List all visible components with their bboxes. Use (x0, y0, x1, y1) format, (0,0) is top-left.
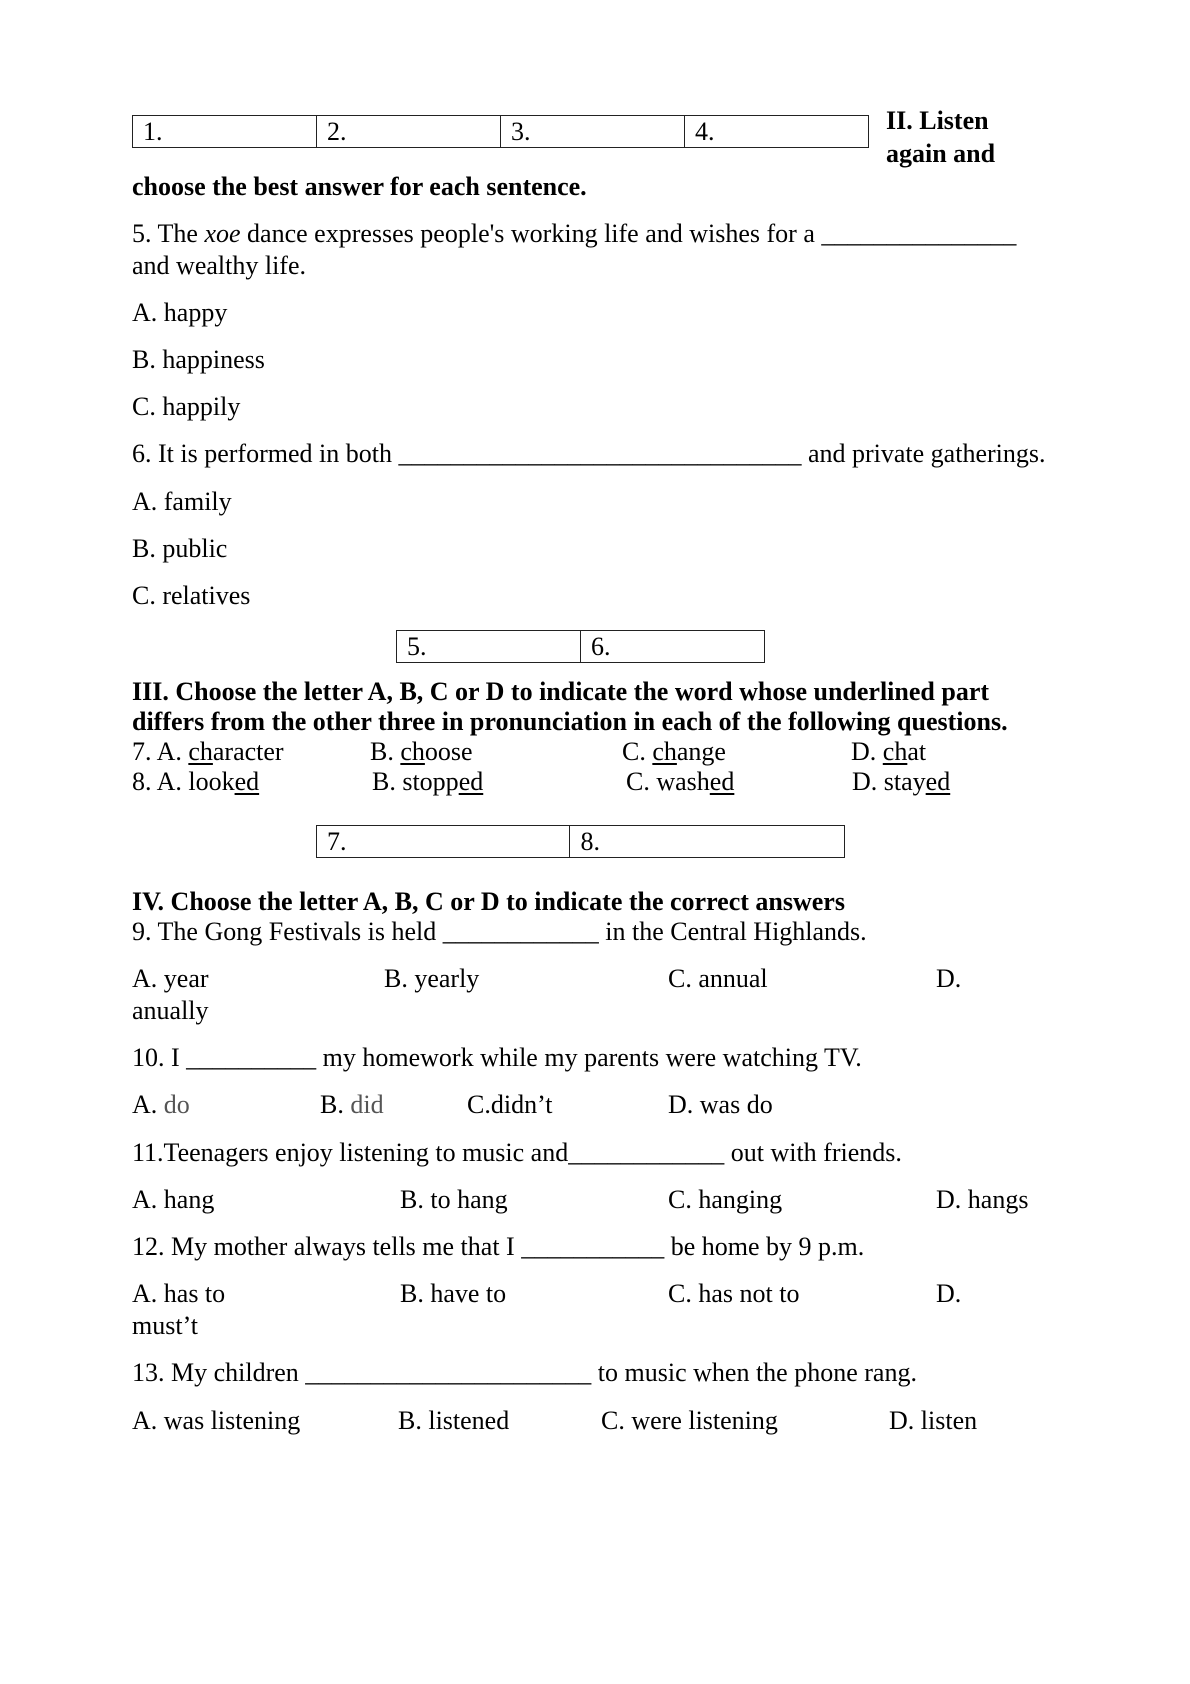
question-5-option-b[interactable]: B. happiness (132, 345, 265, 374)
question-10-a-word: do (163, 1090, 190, 1119)
question-6-option-a[interactable]: A. family (132, 487, 232, 516)
question-7-d-letter: D. (851, 737, 883, 766)
section-2-heading-line1: II. Listen (886, 106, 989, 135)
question-6-option-c[interactable]: C. relatives (132, 581, 251, 610)
question-10-b-letter: B. (320, 1090, 351, 1119)
question-8-option-d[interactable] (852, 765, 950, 799)
question-12-option-c[interactable]: C. has not to (668, 1279, 800, 1308)
question-5-line2: and wealthy life. (132, 251, 306, 280)
question-8-c-underlined: ed (709, 767, 735, 796)
question-8-number: 8. A. (132, 767, 189, 796)
question-13-option-c[interactable]: C. were listening (601, 1406, 778, 1435)
question-7-number: 7. A. (132, 737, 189, 766)
question-11-option-b[interactable]: B. to hang (400, 1185, 508, 1214)
answer-cell-5[interactable]: 5. (397, 631, 581, 663)
question-8-b-underlined: ed (458, 767, 484, 796)
question-10-a-letter: A. (132, 1090, 164, 1119)
question-12: 12. My mother always tells me that I ___________ be home by 9 p.m. (132, 1232, 865, 1261)
answer-cell-8[interactable]: 8. (570, 826, 845, 858)
question-7-option-a[interactable] (132, 735, 284, 769)
question-7-c-underlined: ch (652, 737, 677, 766)
answer-cell-2[interactable]: 2. (317, 116, 501, 148)
question-8-c-base: C. wash (626, 767, 710, 796)
question-12-option-d[interactable]: D. (936, 1279, 962, 1308)
question-8-a-underlined: ed (234, 767, 260, 796)
question-13-option-a[interactable]: A. was listening (132, 1406, 301, 1435)
question-7-c-rest: ange (676, 737, 726, 766)
question-5-option-c[interactable]: C. happily (132, 392, 241, 421)
question-12-option-b[interactable]: B. have to (400, 1279, 507, 1308)
question-7-a-rest: aracter (212, 737, 284, 766)
question-10-option-d[interactable]: D. was do (668, 1090, 773, 1119)
question-7-d-underlined: ch (882, 737, 908, 766)
question-7-c-letter: C. (622, 737, 653, 766)
question-11-option-c[interactable]: C. hanging (668, 1185, 783, 1214)
answer-cell-3[interactable]: 3. (501, 116, 685, 148)
answer-cell-1[interactable]: 1. (133, 116, 317, 148)
question-10-option-a[interactable] (132, 1088, 190, 1122)
question-13-option-d[interactable]: D. listen (889, 1406, 978, 1435)
question-7-b-underlined: ch (400, 737, 425, 766)
question-13: 13. My children ______________________ to music when the phone rang. (132, 1358, 917, 1387)
question-8-d-underlined: ed (925, 767, 951, 796)
section-2-heading-line3: choose the best answer for each sentence. (132, 172, 587, 201)
question-11-option-d[interactable]: D. hangs (936, 1185, 1029, 1214)
question-10-option-b[interactable] (320, 1088, 384, 1122)
question-9-option-d[interactable]: D. (936, 964, 962, 993)
question-11-option-a[interactable]: A. hang (132, 1185, 215, 1214)
section-4-heading: IV. Choose the letter A, B, C or D to indicate the correct answers (132, 887, 845, 916)
question-10-option-c[interactable]: C.didn’t (467, 1090, 553, 1119)
question-7-option-b[interactable] (370, 735, 473, 769)
question-6: 6. It is performed in both _______________________________ and private gatherings. (132, 439, 1046, 468)
question-9: 9. The Gong Festivals is held ____________ in the Central Highlands. (132, 917, 867, 946)
question-8-d-base: D. stay (852, 767, 926, 796)
question-8-a-base: look (188, 767, 235, 796)
question-5-post: dance expresses people's working life and wishes for a _______________ (240, 219, 1017, 248)
question-11: 11.Teenagers enjoy listening to music and____________ out with friends. (132, 1138, 902, 1167)
question-7-option-c[interactable] (622, 735, 726, 769)
question-7-b-letter: B. (370, 737, 401, 766)
answer-table-3 (316, 825, 845, 858)
question-10: 10. I __________ my homework while my parents were watching TV. (132, 1043, 862, 1072)
question-7-option-d[interactable] (851, 735, 926, 769)
answer-table-2 (396, 630, 765, 663)
question-6-option-b[interactable]: B. public (132, 534, 228, 563)
question-12-option-d-wrap[interactable]: must’t (132, 1311, 198, 1340)
answer-cell-7[interactable]: 7. (317, 826, 570, 858)
question-5-italic-word: xoe (204, 219, 241, 248)
question-10-b-word: did (350, 1090, 384, 1119)
question-7-a-underlined: ch (188, 737, 213, 766)
question-12-option-a[interactable]: A. has to (132, 1279, 226, 1308)
question-9-option-b[interactable]: B. yearly (384, 964, 480, 993)
answer-cell-6[interactable]: 6. (581, 631, 765, 663)
question-8-option-c[interactable] (626, 765, 734, 799)
question-8-option-b[interactable] (372, 765, 483, 799)
question-5-pre: 5. The (132, 219, 205, 248)
question-9-option-a[interactable]: A. year (132, 964, 209, 993)
question-5-option-a[interactable]: A. happy (132, 298, 228, 327)
question-5 (132, 217, 1016, 251)
section-3-heading-line2: differs from the other three in pronunciation in each of the following questions. (132, 707, 1008, 736)
question-7-d-rest: at (907, 737, 927, 766)
question-9-option-d-wrap[interactable]: anually (132, 996, 209, 1025)
question-7-b-rest: oose (424, 737, 473, 766)
question-9-option-c[interactable]: C. annual (668, 964, 768, 993)
answer-cell-4[interactable]: 4. (685, 116, 869, 148)
section-3-heading-line1: III. Choose the letter A, B, C or D to indicate the word whose underlined part (132, 677, 990, 706)
answer-table-1 (132, 115, 869, 148)
question-8-option-a[interactable] (132, 765, 259, 799)
section-2-heading-line2: again and (886, 139, 996, 168)
question-13-option-b[interactable]: B. listened (398, 1406, 510, 1435)
question-8-b-base: B. stopp (372, 767, 459, 796)
